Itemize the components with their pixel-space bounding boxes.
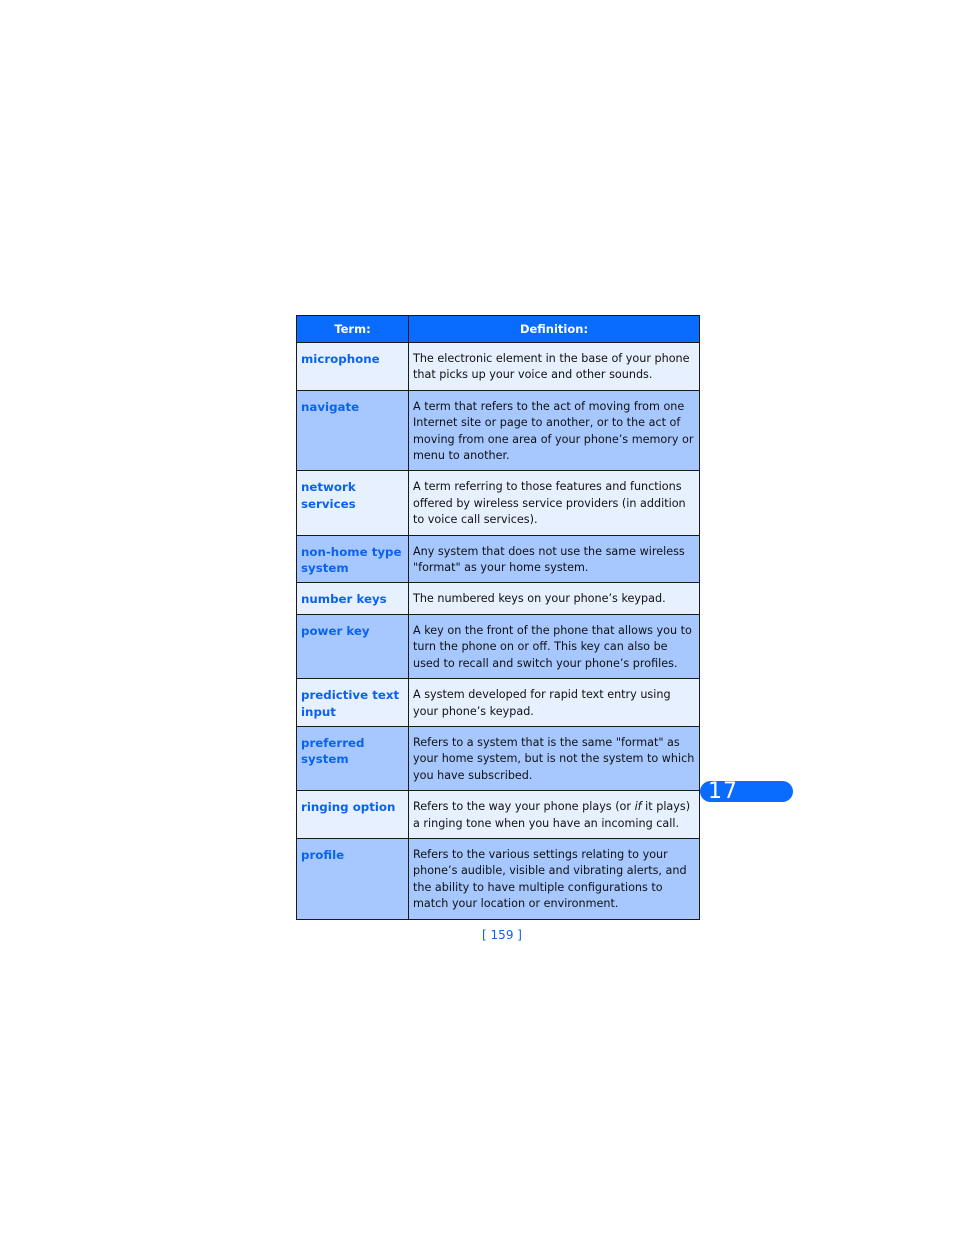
term-cell: predictive text input [297, 679, 409, 727]
definition-emphasis: if [634, 800, 642, 814]
table-header-row [297, 316, 700, 343]
term-cell: ringing option [297, 791, 409, 839]
definition-cell: Any system that does not use the same wireless "format" as your home system. [409, 535, 700, 583]
table-row [297, 343, 700, 391]
definition-cell: A term referring to those features and functions offered by wireless service providers (in addition to voice call services). [409, 471, 700, 535]
term-cell: power key [297, 614, 409, 678]
definition-cell: A system developed for rapid text entry using your phone’s keypad. [409, 679, 700, 727]
term-cell: navigate [297, 390, 409, 471]
term-cell: non-home type system [297, 535, 409, 583]
term-cell: profile [297, 838, 409, 919]
page-number: [ 159 ] [482, 928, 522, 942]
chapter-tab: 17 [700, 781, 793, 802]
table-row [297, 471, 700, 535]
table-row [297, 791, 700, 839]
definition-cell: A term that refers to the act of moving from one Internet site or page to another, or to the act of moving from one area of your phone’s memory or menu to another. [409, 390, 700, 471]
table-row [297, 679, 700, 727]
definition-text: Refers to the way your phone plays (or [413, 800, 635, 814]
term-cell: preferred system [297, 726, 409, 790]
table-row [297, 614, 700, 678]
term-cell: number keys [297, 583, 409, 614]
term-column-header: Term: [297, 316, 409, 343]
definition-cell: Refers to the various settings relating to your phone’s audible, visible and vibrating alerts, and the ability to have multiple configurations to match your location or environment. [409, 838, 700, 919]
table-row [297, 838, 700, 919]
definition-cell: The electronic element in the base of your phone that picks up your voice and other sounds. [409, 343, 700, 391]
definition-column-header: Definition: [409, 316, 700, 343]
table-row [297, 390, 700, 471]
table-row [297, 535, 700, 583]
term-cell: network services [297, 471, 409, 535]
definition-cell: Refers to a system that is the same "format" as your home system, but is not the system to which you have subscribed. [409, 726, 700, 790]
definition-text: it plays) a ringing tone when you have an incoming call. [413, 800, 691, 830]
glossary-table [296, 315, 700, 920]
table-row [297, 726, 700, 790]
definition-cell: The numbered keys on your phone’s keypad. [409, 583, 700, 614]
definition-cell: A key on the front of the phone that allows you to turn the phone on or off. This key can also be used to recall and switch your phone’s profiles. [409, 614, 700, 678]
term-cell: microphone [297, 343, 409, 391]
table-row [297, 583, 700, 614]
definition-cell [409, 791, 700, 839]
